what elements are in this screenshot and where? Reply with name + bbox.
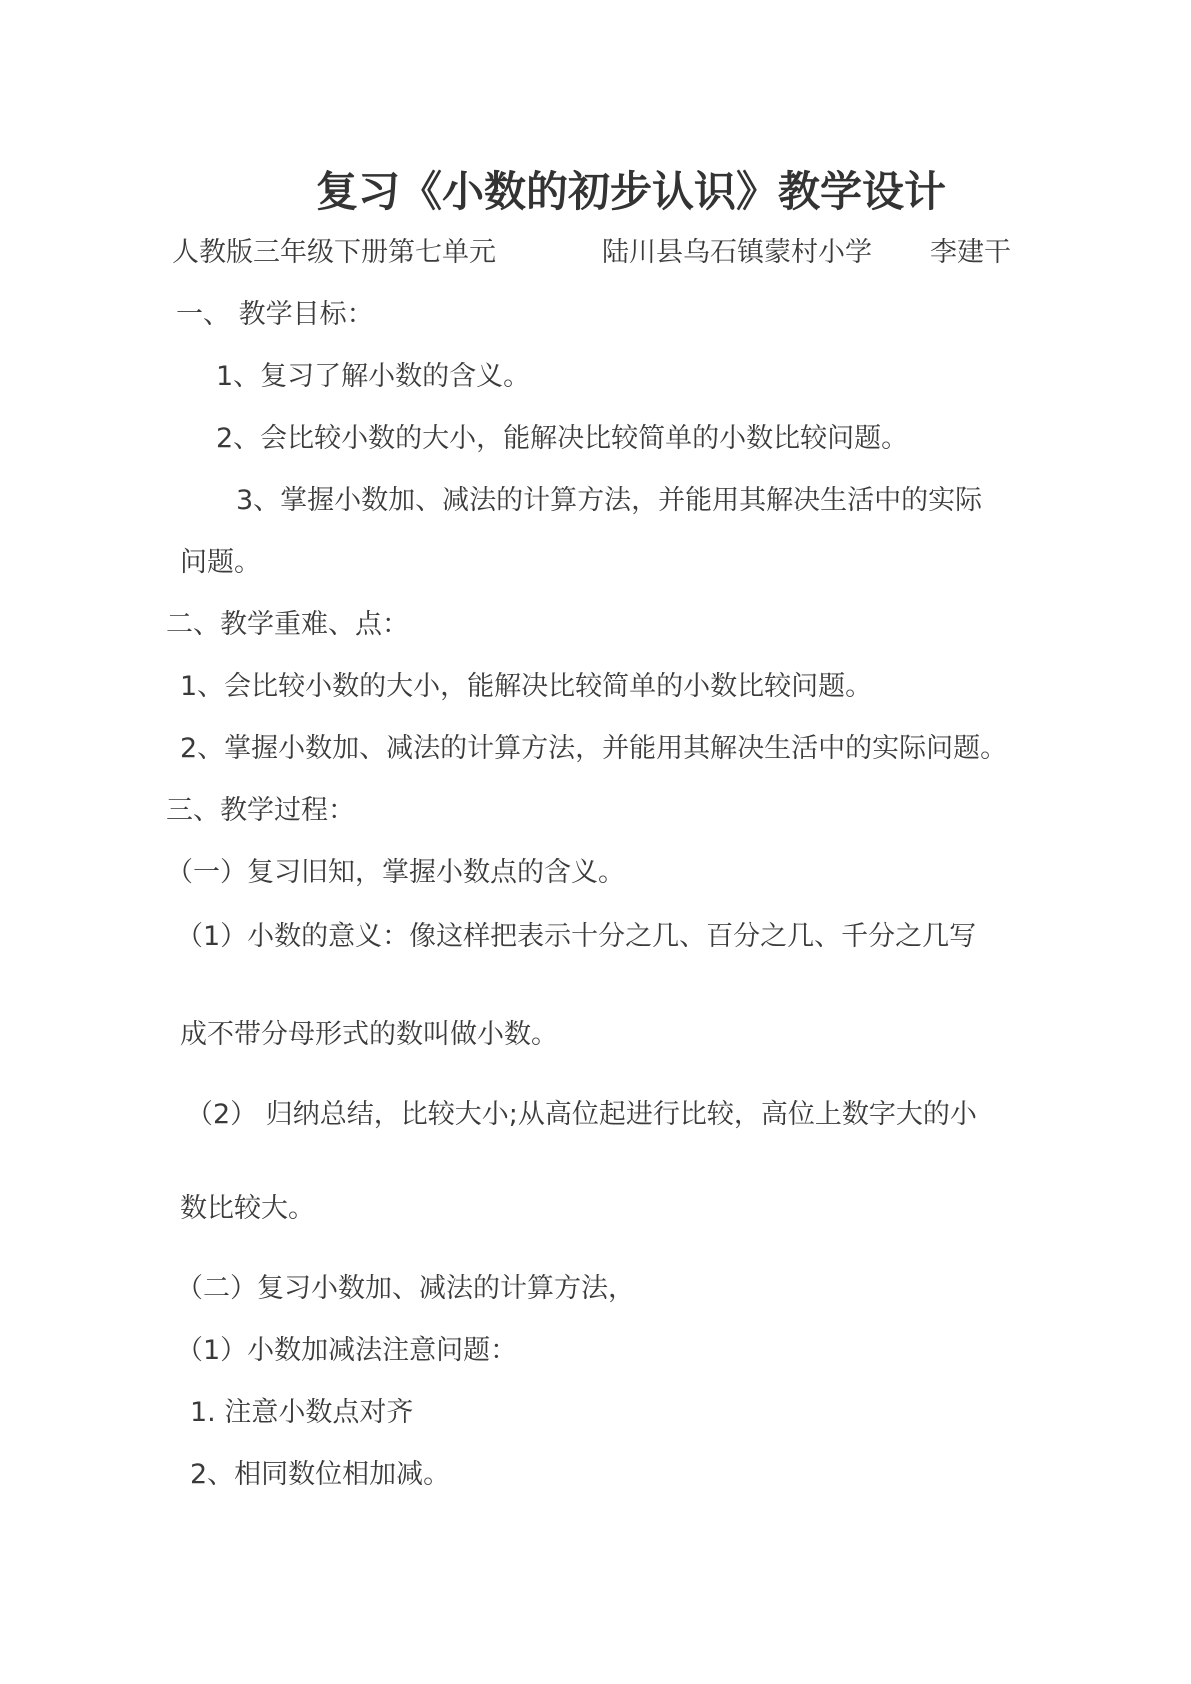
section2-item2: 2、掌握小数加、减法的计算方法，并能用其解决生活中的实际问题。 (180, 733, 1008, 764)
subtitle-edition: 人教版三年级下册第七单元 (172, 237, 496, 268)
part1-item1-line2: 成不带分母形式的数叫做小数。 (180, 1019, 558, 1050)
part1-item1-line1: （1）小数的意义：像这样把表示十分之几、百分之几、千分之几写 (176, 921, 977, 952)
document-title: 复习《小数的初步认识》教学设计 (316, 167, 947, 216)
part2-point1: 1. 注意小数点对齐 (190, 1397, 414, 1428)
part2-heading: （二）复习小数加、减法的计算方法， (176, 1273, 635, 1304)
section2-heading: 二、教学重难、点： (166, 609, 409, 640)
section2-item1: 1、会比较小数的大小，能解决比较简单的小数比较问题。 (180, 671, 873, 702)
subtitle-author: 李建干 (930, 237, 1011, 268)
part2-point2: 2、相同数位相加减。 (190, 1459, 451, 1490)
section1-item2: 2、会比较小数的大小，能解决比较简单的小数比较问题。 (216, 423, 909, 454)
section1-heading: 一、 教学目标： (176, 299, 374, 330)
section1-item3-line2: 问题。 (180, 547, 261, 578)
section1-item1: 1、复习了解小数的含义。 (216, 361, 531, 392)
section1-item3-line1: 3、掌握小数加、减法的计算方法，并能用其解决生活中的实际 (236, 485, 983, 516)
part2-item1: （1）小数加减法注意问题： (176, 1335, 518, 1366)
part1-item2-line1: （2） 归纳总结，比较大小;从高位起进行比较，高位上数字大的小 (186, 1099, 977, 1130)
section3-heading: 三、教学过程： (166, 795, 355, 826)
part1-item2-line2: 数比较大。 (180, 1193, 315, 1224)
subtitle-school: 陆川县乌石镇蒙村小学 (602, 237, 872, 268)
part1-heading: （一）复习旧知，掌握小数点的含义。 (166, 857, 625, 888)
